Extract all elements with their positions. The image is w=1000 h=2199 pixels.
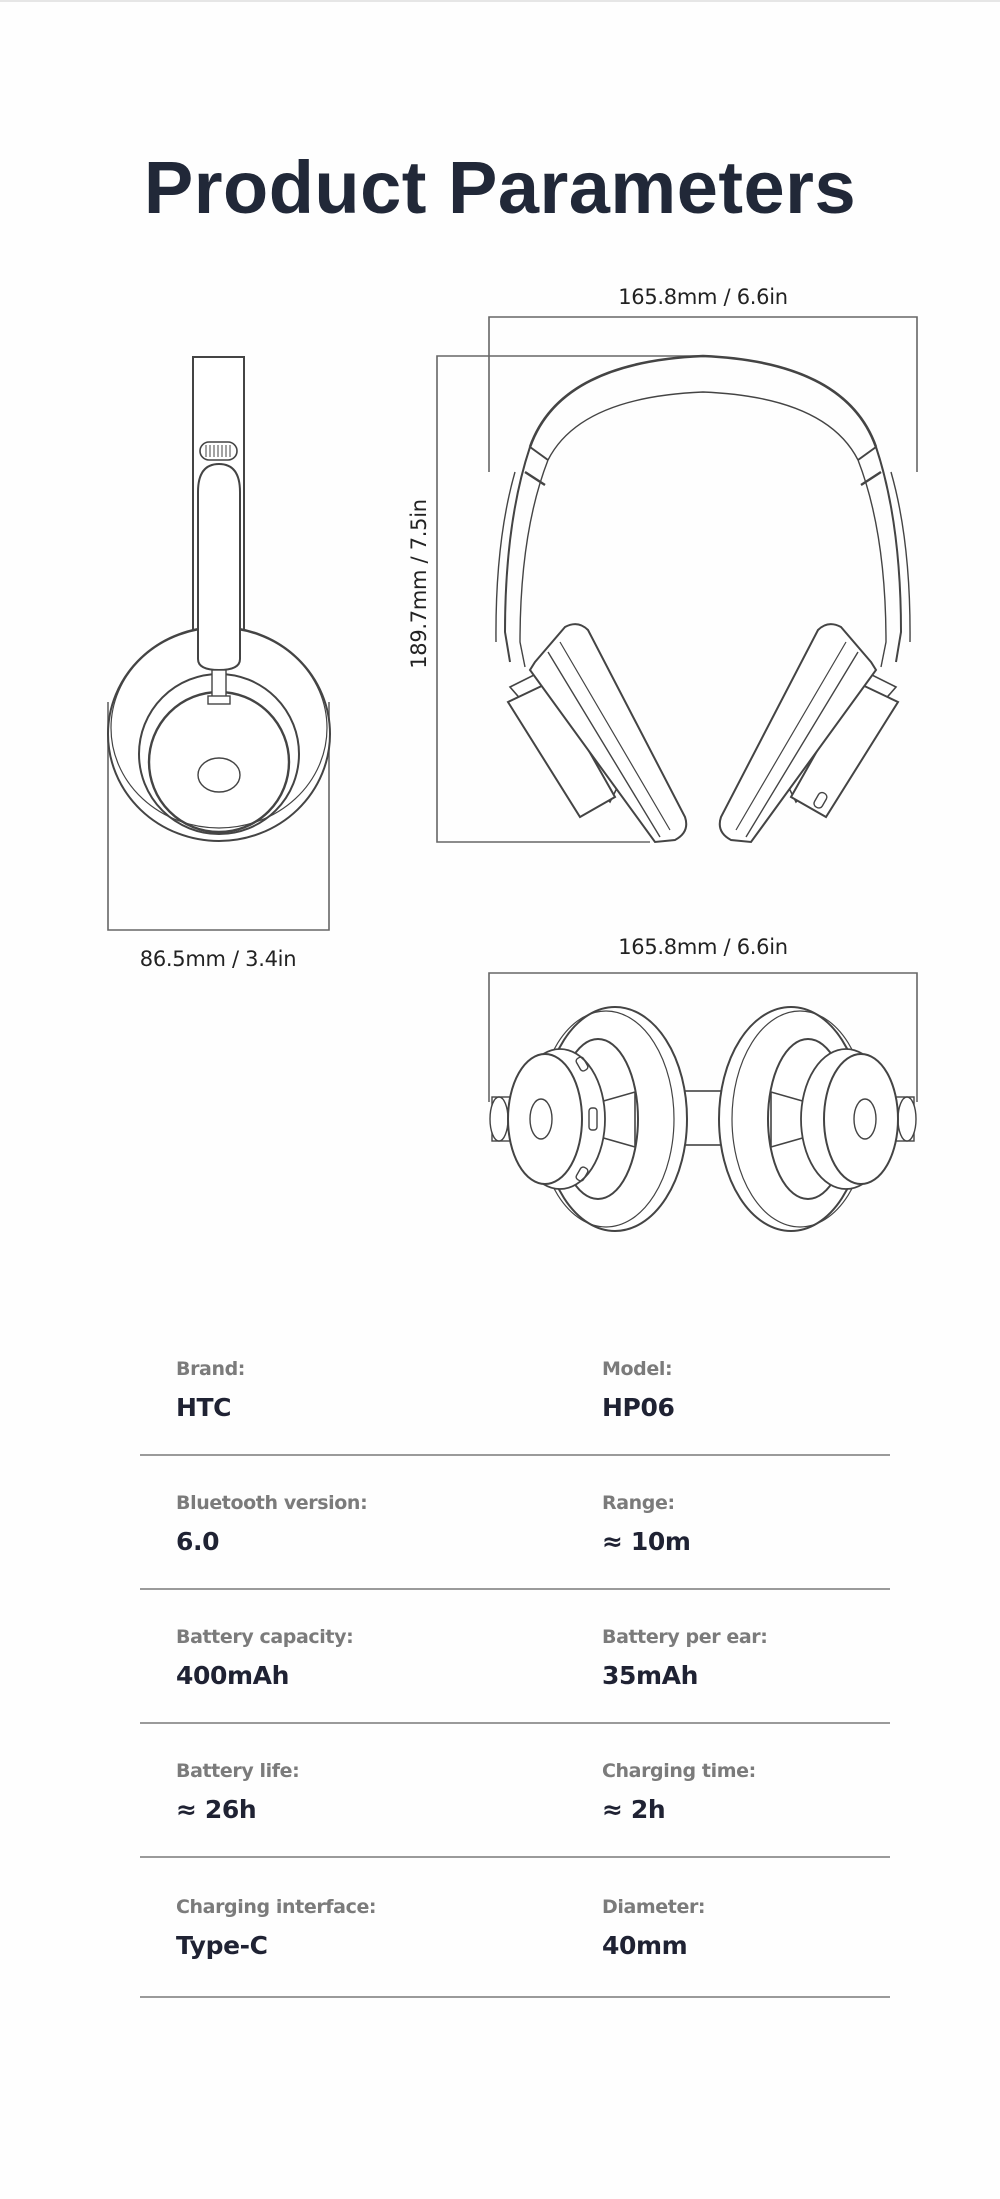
side-view-drawing (108, 357, 330, 841)
spec-label: Range: (602, 1492, 675, 1514)
spec-brand (176, 1358, 245, 1422)
spec-value: 400mAh (176, 1661, 289, 1690)
spec-row (140, 1456, 890, 1590)
spec-diameter (602, 1896, 705, 1960)
front-width-dimension: 165.8mm / 6.6in (618, 285, 788, 309)
spec-value: 35mAh (602, 1661, 698, 1690)
spec-label: Charging time: (602, 1760, 756, 1782)
spec-label: Battery life: (176, 1760, 300, 1782)
spec-label: Bluetooth version: (176, 1492, 368, 1514)
spec-battery-per-ear (602, 1626, 767, 1690)
spec-row (140, 1322, 890, 1456)
spec-value: 6.0 (176, 1527, 220, 1556)
spec-charging-interface (176, 1896, 376, 1960)
front-height-dimension: 189.7mm / 7.5in (407, 499, 431, 669)
spec-value: ≈ 10m (602, 1527, 691, 1556)
bottom-width-dimension: 165.8mm / 6.6in (618, 935, 788, 959)
spec-value: 40mm (602, 1931, 688, 1960)
front-width-frame (489, 317, 917, 472)
spec-bluetooth-version (176, 1492, 367, 1556)
spec-row (140, 1858, 890, 1998)
grille-icon (206, 445, 230, 457)
spec-battery-capacity (176, 1626, 353, 1690)
spec-value: ≈ 2h (602, 1795, 666, 1824)
spec-label: Charging interface: (176, 1896, 377, 1918)
spec-range (602, 1492, 691, 1556)
spec-row (140, 1724, 890, 1858)
spec-label: Battery per ear: (602, 1626, 768, 1648)
page-title: Product Parameters (143, 145, 857, 229)
spec-value: HTC (176, 1393, 232, 1422)
spec-label: Model: (602, 1358, 673, 1380)
spec-label: Battery capacity: (176, 1626, 354, 1648)
front-view-drawing (496, 356, 910, 842)
spec-charging-time (602, 1760, 756, 1824)
spec-label: Diameter: (602, 1896, 706, 1918)
specs-table (140, 1322, 890, 1998)
spec-battery-life (176, 1760, 299, 1824)
spec-value: Type-C (176, 1931, 268, 1960)
spec-row (140, 1590, 890, 1724)
side-width-dimension: 86.5mm / 3.4in (139, 947, 297, 971)
headphone-drawings (0, 2, 1000, 1302)
bottom-view-drawing (490, 1007, 916, 1231)
spec-value: HP06 (602, 1393, 675, 1422)
spec-label: Brand: (176, 1358, 245, 1380)
spec-value: ≈ 26h (176, 1795, 257, 1824)
spec-model (602, 1358, 674, 1422)
